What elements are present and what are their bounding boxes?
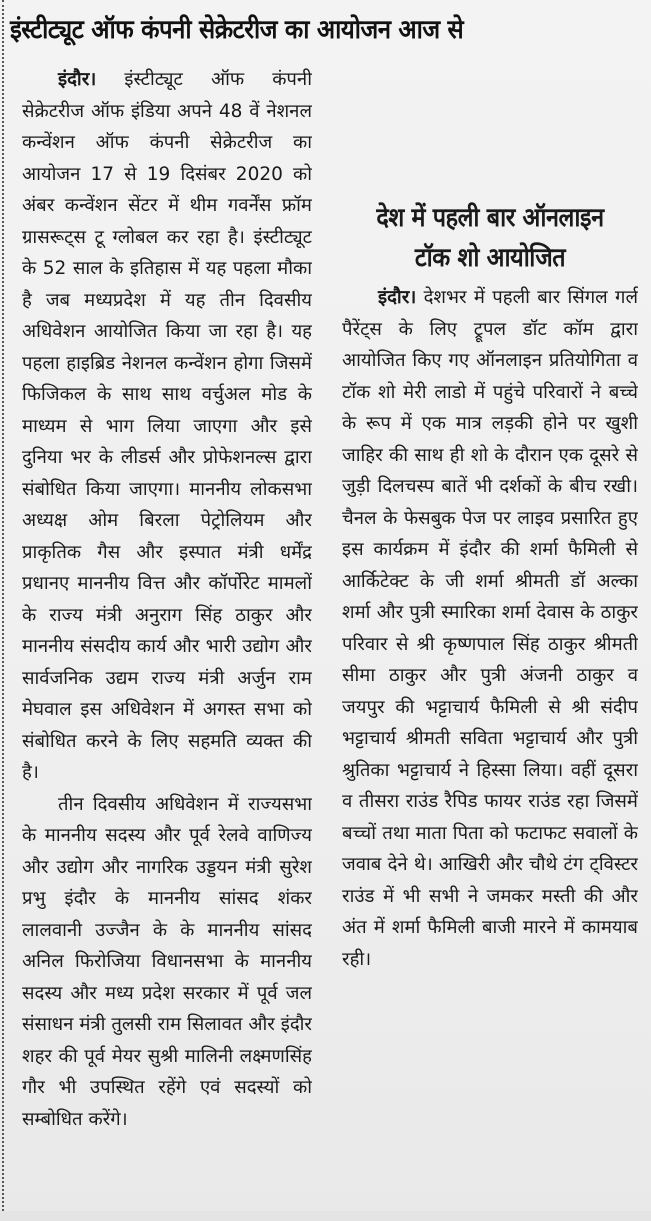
story2-subheadline: देश में पहली बार ऑनलाइन टॉक शो आयोजित xyxy=(376,203,604,273)
story2-dateline: इंदौर। xyxy=(378,287,417,308)
column-left xyxy=(22,64,312,1191)
headline: इंस्टीट्यूट ऑफ कंपनी सेक्रेटरीज का आयोजन आज से xyxy=(10,15,464,45)
story1-para2-text: तीन दिवसीय अधिवेशन में राज्यसभा के माननीय सदस्य और पूर्व रेलवे वाणिज्य और उद्योग और नागरिक उड्डयन मंत्री सुरेश प्रभु इंदौर के माननीय सांसद शंकर लालवानी उज्जैन के के माननीय सांसद अनिल फिरोजिया विधानसभा के माननीय सदस्य और मध्य प्रदेश सरकार में पूर्व जल संसाधन मंत्री तुलसी राम सिलावत और इंदौर शहर की पूर्व मेयर सुश्री मालिनी लक्ष्मणसिंह गौर भी उपस्थित रहेंगे एवं सदस्यों को सम्बोधित करेंगे। xyxy=(22,793,312,1130)
dotted-cut-border xyxy=(2,0,4,1211)
story2-paragraph-1 xyxy=(342,282,638,975)
story1-paragraph-1 xyxy=(22,64,312,789)
story1-para1-text: इंस्टीट्यूट ऑफ कंपनी सेक्रेटरीज ऑफ इंडिया अपने 48 वें नेशनल कन्वेंशन ऑफ कंपनी सेक्रेटरीज का आयोजन 17 से 19 दिसंबर 2020 को अंबर कन्वेंशन सेंटर में थीम गवर्नेंस फ्रॉम ग्रासरूट्स टू ग्लोबल कर रहा है। इंस्टीट्यूट के 52 साल के इतिहास में यह पहला मौका है जब मध्यप्रदेश में यह तीन दिवसीय अधिवेशन आयोजित किया जा रहा है। यह पहला हाइब्रिड नेशनल कन्वेंशन होगा जिसमें फिजिकल के साथ साथ वर्चुअल मोड के माध्यम से भाग लिया जाएगा और इसे दुनिया भर के लीडर्स और प्रोफेशनल्स द्वारा संबोधित किया जाएगा। माननीय लोकसभा अध्यक्ष ओम बिरला पेट्रोलियम और प्राकृतिक गैस और इस्पात मंत्री धर्मेंद्र प्रधानए माननीय वित्त और कॉर्पोरेट मामलों के राज्य मंत्री अनुराग सिंह ठाकुर और माननीय संसदीय कार्य और भारी उद्योग और सार्वजनिक उद्यम राज्य मंत्री अर्जुन राम मेघवाल इस अधिवेशन में अगस्त सभा को संबोधित करने के लिए सहमति व्यक्त की है। xyxy=(22,69,312,783)
bottom-margin xyxy=(0,1211,651,1221)
column-right xyxy=(342,190,638,1191)
story1-dateline: इंदौर। xyxy=(58,69,97,90)
story1-paragraph-2 xyxy=(22,789,312,1136)
story2-para1-text: देशभर में पहली बार सिंगल गर्ल पैरेंट्स के लिए ट्रूपल डॉट कॉम द्वारा आयोजित किए गए ऑनलाइन प्रतियोगिता व टॉक शो मेरी लाडो में पहुंचे परिवारों ने बच्चे के रूप में एक मात्र लड़की होने पर खुशी जाहिर की साथ ही शो के दौरान एक दूसरे से जुड़ी दिलचस्प बातें भी दर्शकों के बीच रखी। चैनल के फेसबुक पेज पर लाइव प्रसारित हुए इस कार्यक्रम में इंदौर की शर्मा फैमिली से आर्किटेक्ट के जी शर्मा श्रीमती डॉ अल्का शर्मा और पुत्री स्मारिका शर्मा देवास के ठाकुर परिवार से श्री कृष्णपाल सिंह ठाकुर श्रीमती सीमा ठाकुर और पुत्री अंजनी ठाकुर व जयपुर की भट्टाचार्य फैमिली से श्री संदीप भट्टाचार्य श्रीमती सविता भट्टाचार्य और पुत्री श्रुतिका भट्टाचार्य ने हिस्सा लिया। वहीं दूसरा व तीसरा राउंड रैपिड फायर राउंड रहा जिसमें बच्चों तथा माता पिता को फटाफट सवालों के जवाब देने थे। आखिरी और चौथे टंग ट्विस्टर राउंड में भी सभी ने जमकर मस्ती की और अंत में शर्मा फैमिली बाजी मारने में कामयाब रही। xyxy=(342,287,638,970)
